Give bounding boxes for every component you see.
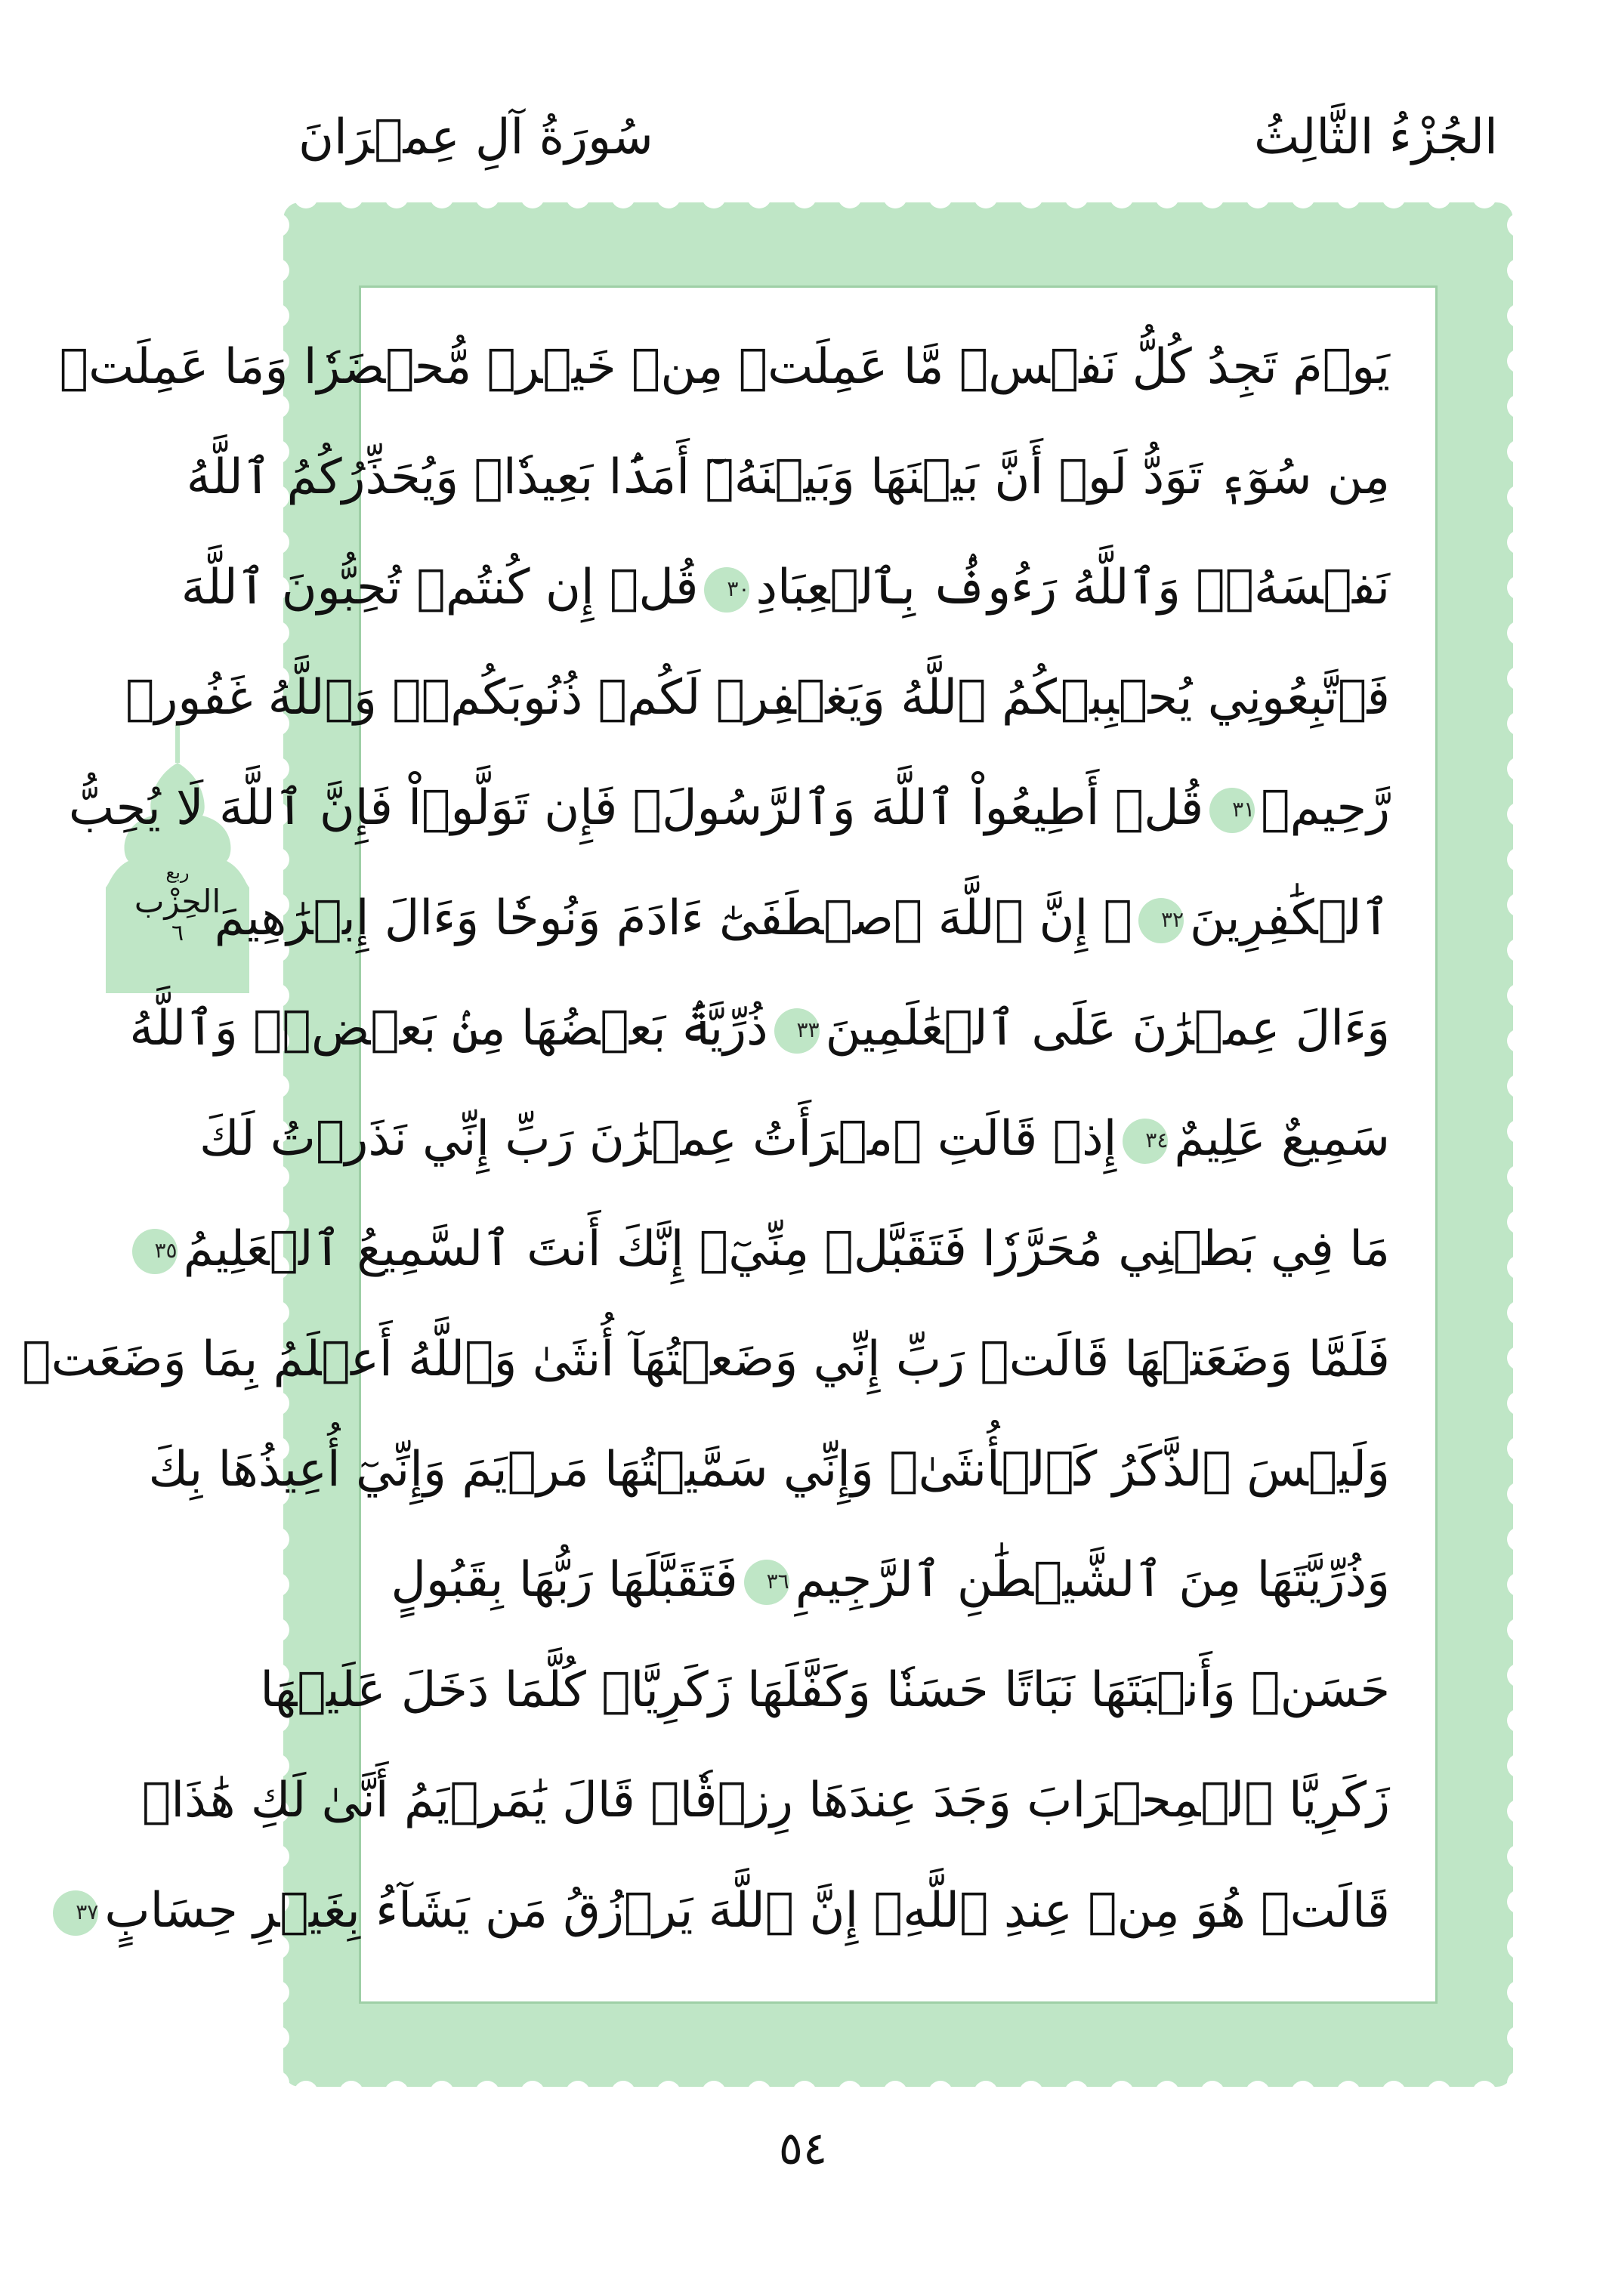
- ayah-number-marker: ٣٠: [704, 567, 749, 613]
- verse-text: إِذۡ قَالَتِ ٱمۡرَأَتُ عِمۡرَٰنَ رَبِّ إِنِّي نَذَرۡتُ لَكَ: [199, 1111, 1117, 1167]
- verse-line: [186, 424, 1390, 530]
- verse-line: [141, 1748, 1390, 1853]
- verse-line: [199, 1086, 1390, 1192]
- verse-text: ۞ إِنَّ ٱللَّهَ ٱصۡطَفَىٰٓ ءَادَمَ وَنُوحٗا وَءَالَ إِبۡرَٰهِيمَ: [214, 890, 1133, 946]
- verse-text: مَا فِي بَطۡنِي مُحَرَّرٗا فَتَقَبَّلۡ مِنِّيٓۖ إِنَّكَ أَنتَ ٱلسَّمِيعُ ٱلۡعَلِيمُ: [183, 1221, 1390, 1277]
- verse-line: [391, 1527, 1390, 1633]
- verse-text: قُلۡ أَطِيعُواْ ٱللَّهَ وَٱلرَّسُولَۖ فَإِن تَوَلَّوۡاْ فَإِنَّ ٱللَّهَ لَا يُحِبُّ: [68, 780, 1204, 836]
- hizb-word: الحِزْب: [134, 883, 221, 920]
- juz-title: الجُزْءُ الثَّالِثُ: [1254, 110, 1498, 165]
- verse-line: [154, 1196, 1390, 1302]
- hizb-quarter: ربع: [165, 862, 190, 883]
- verse-text: وَلَيۡسَ ٱلذَّكَرُ كَٱلۡأُنثَىٰۖ وَإِنِّي سَمَّيۡتُهَا مَرۡيَمَ وَإِنِّيٓ أُعِيذُهَا بِكَ: [148, 1442, 1390, 1498]
- verse-text: مِن سُوٓءٖ تَوَدُّ لَوۡ أَنَّ بَيۡنَهَا وَبَيۡنَهُۥٓ أَمَدَۢا بَعِيدٗاۗ وَيُحَذِّرُكُمُ ٱللَّهُ: [186, 449, 1390, 505]
- ayah-number-marker: ٣٥: [132, 1229, 178, 1274]
- verse-line: [76, 1858, 1390, 1964]
- verse-line: [181, 535, 1390, 640]
- ayah-number-marker: ٣٧: [53, 1890, 98, 1936]
- ayah-number-marker: ٣٦: [744, 1560, 789, 1605]
- verse-text: ٱلۡكَٰفِرِينَ: [1190, 890, 1390, 946]
- verse-text: حَسَنٖ وَأَنۢبَتَهَا نَبَاتًا حَسَنٗا وَكَفَّلَهَا زَكَرِيَّاۖ كُلَّمَا دَخَلَ عَلَيۡهَا: [260, 1662, 1390, 1718]
- verse-text: سَمِيعٌ عَلِيمٌ: [1174, 1111, 1390, 1167]
- verse-text: وَءَالَ عِمۡرَٰنَ عَلَى ٱلۡعَٰلَمِينَ: [825, 1001, 1390, 1057]
- verse-line: [214, 866, 1390, 971]
- verse-line: [129, 976, 1390, 1082]
- hizb-number: ٦: [171, 920, 184, 946]
- verse-line: [68, 755, 1390, 861]
- page-number: ٥٤: [778, 2122, 828, 2175]
- verse-text: ذُرِّيَّةَۢ بَعۡضُهَا مِنۢ بَعۡضٖۗ وَٱللَّهُ: [129, 1001, 768, 1057]
- verse-text: نَفۡسَهُۥۗ وَٱللَّهُ رَءُوفُۢ بِٱلۡعِبَادِ: [755, 560, 1390, 616]
- verse-line: [22, 1307, 1390, 1412]
- verse-text: فَلَمَّا وَضَعَتۡهَا قَالَتۡ رَبِّ إِنِّي وَضَعۡتُهَآ أُنثَىٰ وَٱللَّهُ أَعۡلَمُ بِمَا وَضَعَتۡ: [22, 1332, 1390, 1387]
- verse-text: فَتَقَبَّلَهَا رَبُّهَا بِقَبُولٍ: [391, 1552, 738, 1608]
- surah-title: سُورَةُ آلِ عِمۡرَانَ: [298, 110, 653, 165]
- verse-text: قَالَتۡ هُوَ مِنۡ عِندِ ٱللَّهِۖ إِنَّ ٱللَّهَ يَرۡزُقُ مَن يَشَآءُ بِغَيۡرِ حِسَابٍ: [104, 1883, 1390, 1939]
- verse-text: قُلۡ إِن كُنتُمۡ تُحِبُّونَ ٱللَّهَ: [181, 560, 699, 616]
- verse-line: [125, 645, 1390, 751]
- verse-text: وَذُرِّيَّتَهَا مِنَ ٱلشَّيۡطَٰنِ ٱلرَّجِيمِ: [795, 1552, 1390, 1608]
- verse-text: يَوۡمَ تَجِدُ كُلُّ نَفۡسٖ مَّا عَمِلَتۡ مِنۡ خَيۡرٖ مُّحۡضَرٗا وَمَا عَمِلَتۡ: [59, 339, 1390, 395]
- verse-text: فَٱتَّبِعُونِي يُحۡبِبۡكُمُ ٱللَّهُ وَيَغۡفِرۡ لَكُمۡ ذُنُوبَكُمۡۚ وَٱللَّهُ غَفُورٞ: [125, 670, 1390, 726]
- ayah-number-marker: ٣٣: [774, 1008, 820, 1054]
- verse-line: [148, 1417, 1390, 1523]
- ayah-number-marker: ٣٤: [1123, 1119, 1168, 1164]
- verse-text: زَكَرِيَّا ٱلۡمِحۡرَابَ وَجَدَ عِندَهَا رِزۡقٗاۖ قَالَ يَٰمَرۡيَمُ أَنَّىٰ لَكِ هَٰذَاۖ: [141, 1773, 1390, 1828]
- verse-line: [59, 314, 1390, 420]
- verse-line: [260, 1637, 1390, 1743]
- ayah-number-marker: ٣٢: [1138, 898, 1184, 943]
- verse-text: رَّحِيمٞ: [1261, 780, 1390, 836]
- ayah-number-marker: ٣١: [1209, 788, 1255, 833]
